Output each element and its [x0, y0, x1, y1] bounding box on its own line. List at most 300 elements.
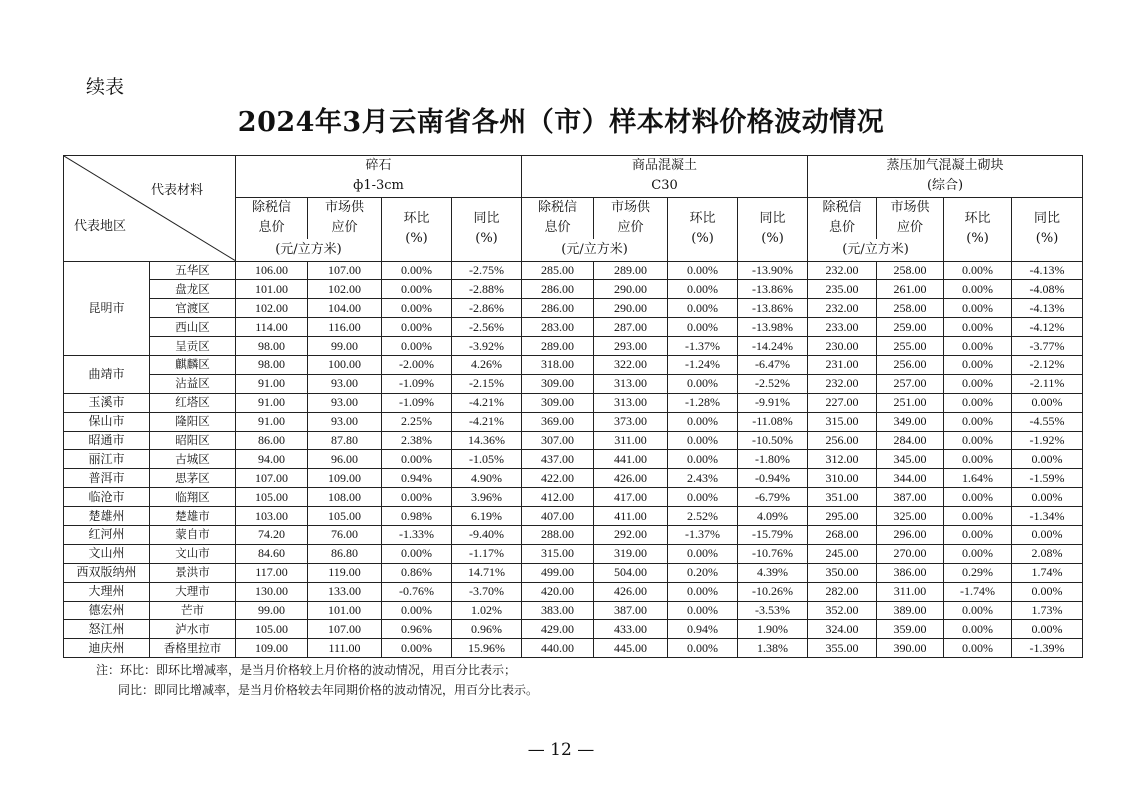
- value-cell: 3.96%: [452, 488, 522, 507]
- value-cell: -4.08%: [1012, 280, 1083, 299]
- value-cell: 318.00: [522, 355, 594, 374]
- value-cell: 0.00%: [1012, 620, 1083, 639]
- value-cell: 0.00%: [944, 450, 1012, 469]
- value-cell: 99.00: [236, 601, 308, 620]
- value-cell: -0.94%: [738, 469, 808, 488]
- table-row: [64, 393, 1083, 412]
- value-cell: 255.00: [877, 337, 944, 356]
- col-mom-line: (%): [966, 231, 989, 246]
- value-cell: 429.00: [522, 620, 594, 639]
- value-cell: 286.00: [522, 280, 594, 299]
- table-row: [64, 525, 1083, 544]
- note-mom: 注：环比：即环比增减率，是当月价格较上月价格的波动情况，用百分比表示；: [96, 663, 517, 677]
- table-row: [64, 280, 1083, 299]
- city-cell: 德宏州: [64, 601, 150, 620]
- table-row: [64, 431, 1083, 450]
- value-cell: 0.00%: [944, 337, 1012, 356]
- value-cell: 232.00: [808, 374, 877, 393]
- city-cell: 丽江市: [64, 450, 150, 469]
- value-cell: -1.33%: [382, 525, 452, 544]
- value-cell: 0.94%: [668, 620, 738, 639]
- value-cell: 256.00: [877, 355, 944, 374]
- table-row: [64, 544, 1083, 563]
- value-cell: 293.00: [594, 337, 668, 356]
- value-cell: 0.00%: [944, 639, 1012, 658]
- col-tax-price-line: 息价: [544, 220, 571, 236]
- col-yoy-line: 同比: [759, 211, 786, 226]
- value-cell: -1.39%: [1012, 639, 1083, 658]
- value-cell: -13.86%: [738, 299, 808, 318]
- value-cell: -2.11%: [1012, 374, 1083, 393]
- value-cell: 111.00: [308, 639, 382, 658]
- value-cell: 0.94%: [382, 469, 452, 488]
- value-cell: 0.00%: [944, 261, 1012, 280]
- district-cell: 官渡区: [150, 299, 236, 318]
- value-cell: 0.00%: [668, 299, 738, 318]
- value-cell: 14.71%: [452, 563, 522, 582]
- value-cell: 109.00: [308, 469, 382, 488]
- value-cell: 4.39%: [738, 563, 808, 582]
- value-cell: 0.00%: [944, 507, 1012, 526]
- value-cell: 84.60: [236, 544, 308, 563]
- value-cell: 504.00: [594, 563, 668, 582]
- value-cell: -2.88%: [452, 280, 522, 299]
- value-cell: 0.00%: [1012, 393, 1083, 412]
- value-cell: 0.00%: [668, 280, 738, 299]
- value-cell: 268.00: [808, 525, 877, 544]
- value-cell: 102.00: [236, 299, 308, 318]
- value-cell: 422.00: [522, 469, 594, 488]
- col-tax-price: [808, 197, 877, 239]
- value-cell: 106.00: [236, 261, 308, 280]
- value-cell: 289.00: [594, 261, 668, 280]
- value-cell: 0.00%: [944, 525, 1012, 544]
- value-cell: 288.00: [522, 525, 594, 544]
- value-cell: 307.00: [522, 431, 594, 450]
- value-cell: 4.09%: [738, 507, 808, 526]
- value-cell: 0.00%: [1012, 450, 1083, 469]
- value-cell: 0.00%: [944, 601, 1012, 620]
- value-cell: -4.12%: [1012, 318, 1083, 337]
- value-cell: 98.00: [236, 355, 308, 374]
- value-cell: 0.29%: [944, 563, 1012, 582]
- value-cell: 411.00: [594, 507, 668, 526]
- city-cell: 普洱市: [64, 469, 150, 488]
- value-cell: 0.00%: [668, 374, 738, 393]
- col-yoy: [452, 197, 522, 261]
- value-cell: 292.00: [594, 525, 668, 544]
- col-mom-line: (%): [691, 231, 714, 246]
- value-cell: 0.96%: [452, 620, 522, 639]
- col-tax-price-line: 除税信: [822, 200, 862, 216]
- value-cell: 311.00: [877, 582, 944, 601]
- value-cell: 350.00: [808, 563, 877, 582]
- value-cell: 433.00: [594, 620, 668, 639]
- value-cell: 0.00%: [944, 544, 1012, 563]
- table-row: [64, 412, 1083, 431]
- value-cell: 313.00: [594, 393, 668, 412]
- value-cell: -11.08%: [738, 412, 808, 431]
- table-row: [64, 620, 1083, 639]
- col-yoy: [738, 197, 808, 261]
- value-cell: 309.00: [522, 374, 594, 393]
- value-cell: 2.52%: [668, 507, 738, 526]
- value-cell: 389.00: [877, 601, 944, 620]
- page-number: — 12 —: [527, 740, 595, 760]
- value-cell: 322.00: [594, 355, 668, 374]
- district-cell: 景洪市: [150, 563, 236, 582]
- value-cell: 130.00: [236, 582, 308, 601]
- value-cell: 359.00: [877, 620, 944, 639]
- value-cell: -2.15%: [452, 374, 522, 393]
- value-cell: 1.73%: [1012, 601, 1083, 620]
- value-cell: 351.00: [808, 488, 877, 507]
- value-cell: 104.00: [308, 299, 382, 318]
- value-cell: 91.00: [236, 393, 308, 412]
- value-cell: -2.86%: [452, 299, 522, 318]
- value-cell: 0.00%: [668, 261, 738, 280]
- district-cell: 西山区: [150, 318, 236, 337]
- district-cell: 红塔区: [150, 393, 236, 412]
- value-cell: 1.38%: [738, 639, 808, 658]
- value-cell: 259.00: [877, 318, 944, 337]
- value-cell: 251.00: [877, 393, 944, 412]
- table-row: [64, 601, 1083, 620]
- value-cell: 98.00: [236, 337, 308, 356]
- value-cell: -10.76%: [738, 544, 808, 563]
- value-cell: 0.00%: [382, 450, 452, 469]
- note-yoy: 同比：即同比增减率，是当月价格较去年同期价格的波动情况，用百分比表示。: [118, 683, 539, 697]
- value-cell: -3.77%: [1012, 337, 1083, 356]
- table-row: [64, 337, 1083, 356]
- city-cell: 保山市: [64, 412, 150, 431]
- value-cell: -9.40%: [452, 525, 522, 544]
- value-cell: 295.00: [808, 507, 877, 526]
- value-cell: -2.52%: [738, 374, 808, 393]
- value-cell: -6.47%: [738, 355, 808, 374]
- value-cell: 0.00%: [944, 355, 1012, 374]
- city-cell: 红河州: [64, 525, 150, 544]
- value-cell: 96.00: [308, 450, 382, 469]
- value-cell: 286.00: [522, 299, 594, 318]
- value-cell: 310.00: [808, 469, 877, 488]
- value-cell: -9.91%: [738, 393, 808, 412]
- city-cell: 文山州: [64, 544, 150, 563]
- value-cell: 0.00%: [1012, 525, 1083, 544]
- city-cell: 楚雄州: [64, 507, 150, 526]
- value-cell: 0.00%: [1012, 488, 1083, 507]
- value-cell: -4.13%: [1012, 261, 1083, 280]
- value-cell: 107.00: [236, 469, 308, 488]
- value-cell: 499.00: [522, 563, 594, 582]
- value-cell: -3.92%: [452, 337, 522, 356]
- value-cell: 245.00: [808, 544, 877, 563]
- value-cell: -2.12%: [1012, 355, 1083, 374]
- district-cell: 香格里拉市: [150, 639, 236, 658]
- value-cell: 261.00: [877, 280, 944, 299]
- value-cell: -6.79%: [738, 488, 808, 507]
- material-name: 蒸压加气混凝土砌块: [808, 156, 1083, 177]
- value-cell: -4.13%: [1012, 299, 1083, 318]
- value-cell: 319.00: [594, 544, 668, 563]
- value-cell: 91.00: [236, 412, 308, 431]
- value-cell: 355.00: [808, 639, 877, 658]
- value-cell: -2.75%: [452, 261, 522, 280]
- value-cell: -10.26%: [738, 582, 808, 601]
- district-cell: 隆阳区: [150, 412, 236, 431]
- value-cell: 101.00: [236, 280, 308, 299]
- corner-region-label: 代表地区: [74, 218, 127, 234]
- value-cell: 283.00: [522, 318, 594, 337]
- city-cell: 西双版纳州: [64, 563, 150, 582]
- value-cell: 313.00: [594, 374, 668, 393]
- value-cell: -13.86%: [738, 280, 808, 299]
- value-cell: 289.00: [522, 337, 594, 356]
- value-cell: 231.00: [808, 355, 877, 374]
- col-market-price-line: 应价: [331, 220, 358, 236]
- value-cell: 102.00: [308, 280, 382, 299]
- col-mom: [668, 197, 738, 261]
- col-yoy-line: (%): [475, 231, 498, 246]
- district-cell: 古城区: [150, 450, 236, 469]
- value-cell: 86.00: [236, 431, 308, 450]
- value-cell: 352.00: [808, 601, 877, 620]
- value-cell: 15.96%: [452, 639, 522, 658]
- col-market-price-line: 市场供: [324, 200, 364, 216]
- table-row: [64, 639, 1083, 658]
- value-cell: 290.00: [594, 280, 668, 299]
- table-row: [64, 488, 1083, 507]
- value-cell: 386.00: [877, 563, 944, 582]
- value-cell: 0.00%: [668, 544, 738, 563]
- col-yoy-line: 同比: [1034, 211, 1061, 226]
- value-cell: 114.00: [236, 318, 308, 337]
- value-cell: 270.00: [877, 544, 944, 563]
- value-cell: 412.00: [522, 488, 594, 507]
- value-cell: 2.25%: [382, 412, 452, 431]
- value-cell: 387.00: [594, 601, 668, 620]
- value-cell: 232.00: [808, 299, 877, 318]
- col-yoy-line: 同比: [473, 211, 500, 226]
- value-cell: 103.00: [236, 507, 308, 526]
- value-cell: 0.00%: [668, 601, 738, 620]
- value-cell: 282.00: [808, 582, 877, 601]
- unit-label: (元/立方米): [236, 239, 382, 261]
- value-cell: 420.00: [522, 582, 594, 601]
- value-cell: 258.00: [877, 299, 944, 318]
- col-tax-price-line: 除税信: [538, 200, 578, 216]
- value-cell: 383.00: [522, 601, 594, 620]
- city-cell: 曲靖市: [64, 355, 150, 393]
- value-cell: 2.08%: [1012, 544, 1083, 563]
- value-cell: -1.59%: [1012, 469, 1083, 488]
- value-cell: 325.00: [877, 507, 944, 526]
- header-corner: [64, 156, 236, 262]
- district-cell: 呈贡区: [150, 337, 236, 356]
- city-cell: 昆明市: [64, 261, 150, 355]
- value-cell: 0.00%: [382, 544, 452, 563]
- material-spec: ф1-3cm: [236, 176, 522, 197]
- district-cell: 沾益区: [150, 374, 236, 393]
- value-cell: -1.74%: [944, 582, 1012, 601]
- value-cell: 445.00: [594, 639, 668, 658]
- value-cell: 87.80: [308, 431, 382, 450]
- value-cell: 0.00%: [944, 412, 1012, 431]
- value-cell: 86.80: [308, 544, 382, 563]
- city-cell: 临沧市: [64, 488, 150, 507]
- col-yoy: [1012, 197, 1083, 261]
- value-cell: 230.00: [808, 337, 877, 356]
- value-cell: 1.02%: [452, 601, 522, 620]
- value-cell: 0.00%: [382, 337, 452, 356]
- value-cell: 0.00%: [382, 299, 452, 318]
- value-cell: 1.64%: [944, 469, 1012, 488]
- value-cell: 0.00%: [944, 431, 1012, 450]
- value-cell: 107.00: [308, 620, 382, 639]
- value-cell: 105.00: [308, 507, 382, 526]
- value-cell: 309.00: [522, 393, 594, 412]
- value-cell: -4.55%: [1012, 412, 1083, 431]
- value-cell: 2.43%: [668, 469, 738, 488]
- value-cell: 0.00%: [382, 601, 452, 620]
- city-cell: 迪庆州: [64, 639, 150, 658]
- col-market-price: [308, 197, 382, 239]
- value-cell: 373.00: [594, 412, 668, 431]
- value-cell: -2.00%: [382, 355, 452, 374]
- material-name: 碎石: [236, 156, 522, 177]
- value-cell: 233.00: [808, 318, 877, 337]
- unit-label: (元/立方米): [522, 239, 668, 261]
- value-cell: 0.96%: [382, 620, 452, 639]
- value-cell: -4.21%: [452, 412, 522, 431]
- col-market-price-line: 应价: [897, 220, 924, 236]
- district-cell: 芒市: [150, 601, 236, 620]
- district-cell: 文山市: [150, 544, 236, 563]
- value-cell: 0.00%: [944, 620, 1012, 639]
- table-row: [64, 374, 1083, 393]
- district-cell: 五华区: [150, 261, 236, 280]
- table-row: [64, 261, 1083, 280]
- material-spec: C30: [522, 176, 808, 197]
- district-cell: 麒麟区: [150, 355, 236, 374]
- value-cell: -1.34%: [1012, 507, 1083, 526]
- value-cell: 0.00%: [944, 374, 1012, 393]
- value-cell: 258.00: [877, 261, 944, 280]
- district-cell: 蒙自市: [150, 525, 236, 544]
- value-cell: -1.24%: [668, 355, 738, 374]
- value-cell: -1.37%: [668, 337, 738, 356]
- value-cell: 311.00: [594, 431, 668, 450]
- district-cell: 临翔区: [150, 488, 236, 507]
- value-cell: 91.00: [236, 374, 308, 393]
- material-spec: (综合): [808, 176, 1083, 197]
- value-cell: 0.00%: [382, 639, 452, 658]
- value-cell: 0.00%: [382, 261, 452, 280]
- value-cell: 407.00: [522, 507, 594, 526]
- value-cell: 4.90%: [452, 469, 522, 488]
- value-cell: 349.00: [877, 412, 944, 431]
- value-cell: 0.86%: [382, 563, 452, 582]
- col-market-price-line: 市场供: [611, 200, 651, 216]
- col-mom-line: (%): [405, 231, 428, 246]
- value-cell: 437.00: [522, 450, 594, 469]
- value-cell: 417.00: [594, 488, 668, 507]
- col-tax-price: [236, 197, 308, 239]
- district-cell: 昭阳区: [150, 431, 236, 450]
- value-cell: 369.00: [522, 412, 594, 431]
- value-cell: 93.00: [308, 374, 382, 393]
- city-cell: 怒江州: [64, 620, 150, 639]
- value-cell: -0.76%: [382, 582, 452, 601]
- value-cell: 107.00: [308, 261, 382, 280]
- value-cell: 257.00: [877, 374, 944, 393]
- city-cell: 大理州: [64, 582, 150, 601]
- col-market-price: [594, 197, 668, 239]
- value-cell: 0.00%: [944, 488, 1012, 507]
- value-cell: 105.00: [236, 620, 308, 639]
- value-cell: 76.00: [308, 525, 382, 544]
- value-cell: 133.00: [308, 582, 382, 601]
- price-table: [63, 155, 1083, 658]
- value-cell: -1.09%: [382, 393, 452, 412]
- unit-label: (元/立方米): [808, 239, 944, 261]
- table-row: [64, 355, 1083, 374]
- table-row: [64, 299, 1083, 318]
- value-cell: 440.00: [522, 639, 594, 658]
- material-name: 商品混凝土: [522, 156, 808, 177]
- value-cell: 116.00: [308, 318, 382, 337]
- page-title: 2024年3月云南省各州（市）样本材料价格波动情况: [237, 107, 885, 138]
- value-cell: 0.00%: [668, 431, 738, 450]
- value-cell: -1.92%: [1012, 431, 1083, 450]
- value-cell: -1.17%: [452, 544, 522, 563]
- value-cell: 108.00: [308, 488, 382, 507]
- col-mom-line: 环比: [403, 211, 430, 226]
- value-cell: 0.00%: [668, 488, 738, 507]
- value-cell: 2.38%: [382, 431, 452, 450]
- value-cell: 324.00: [808, 620, 877, 639]
- value-cell: -15.79%: [738, 525, 808, 544]
- value-cell: 4.26%: [452, 355, 522, 374]
- value-cell: 284.00: [877, 431, 944, 450]
- value-cell: 232.00: [808, 261, 877, 280]
- value-cell: 387.00: [877, 488, 944, 507]
- value-cell: 426.00: [594, 582, 668, 601]
- corner-material-label: 代表材料: [150, 183, 203, 198]
- col-tax-price: [522, 197, 594, 239]
- value-cell: -1.80%: [738, 450, 808, 469]
- value-cell: 345.00: [877, 450, 944, 469]
- col-market-price-line: 应价: [617, 220, 644, 236]
- table-row: [64, 450, 1083, 469]
- table-row: [64, 469, 1083, 488]
- col-tax-price-line: 息价: [829, 220, 856, 236]
- value-cell: 0.20%: [668, 563, 738, 582]
- value-cell: 441.00: [594, 450, 668, 469]
- value-cell: 0.00%: [382, 318, 452, 337]
- district-cell: 泸水市: [150, 620, 236, 639]
- value-cell: 0.00%: [1012, 582, 1083, 601]
- table-row: [64, 563, 1083, 582]
- value-cell: 0.98%: [382, 507, 452, 526]
- value-cell: 99.00: [308, 337, 382, 356]
- col-mom: [382, 197, 452, 261]
- col-yoy-line: (%): [761, 231, 784, 246]
- value-cell: 93.00: [308, 393, 382, 412]
- value-cell: -1.28%: [668, 393, 738, 412]
- value-cell: 101.00: [308, 601, 382, 620]
- value-cell: 0.00%: [382, 280, 452, 299]
